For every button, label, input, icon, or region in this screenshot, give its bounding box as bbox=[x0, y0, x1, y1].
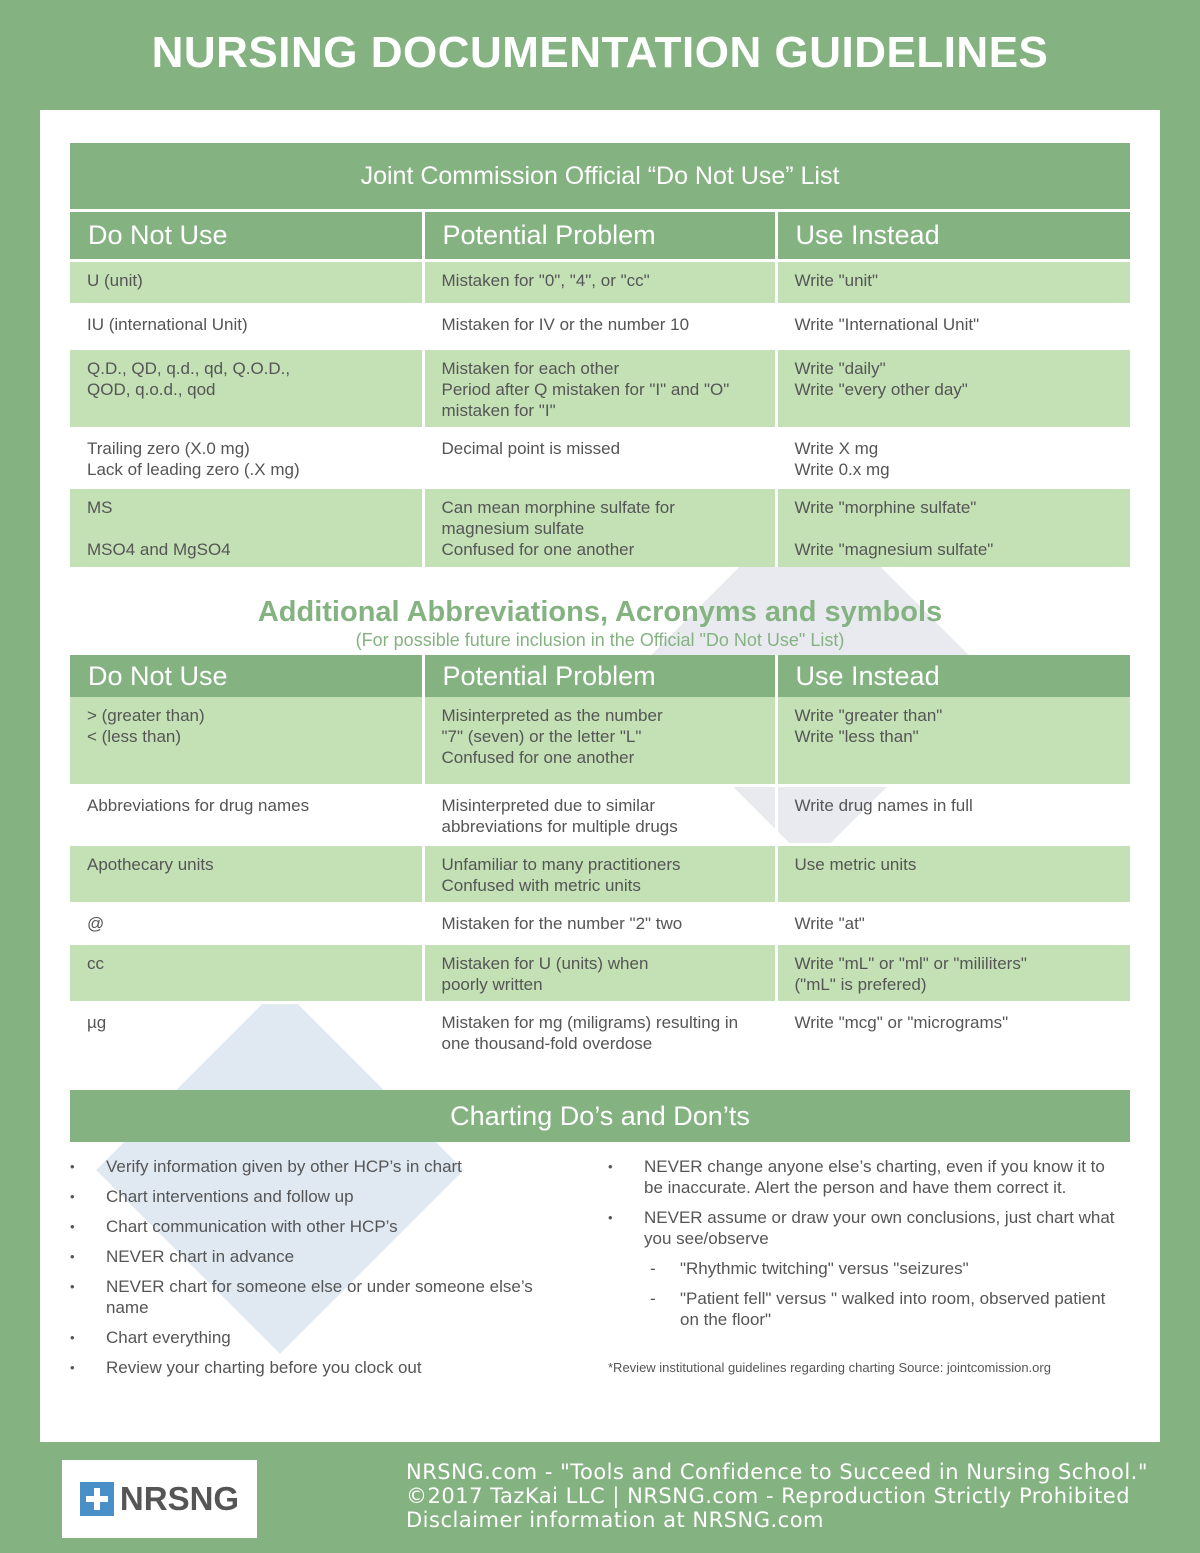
additional-title: Additional Abbreviations, Acronyms and symbols bbox=[257, 596, 943, 628]
table-cell: IU (international Unit) bbox=[70, 304, 423, 348]
example-item: - "Patient fell" versus " walked into room, observed patient on the floor" bbox=[644, 1288, 1128, 1330]
table-row bbox=[70, 348, 1130, 428]
joint-commission-table bbox=[70, 212, 1130, 567]
table-cell: Mistaken for each other Period after Q mistaken for "I" and "O" mistaken for "I" bbox=[423, 348, 776, 428]
footer-copyright: ©2017 TazKai LLC | NRSNG.com - Reproduction Strictly Prohibited bbox=[406, 1484, 1131, 1508]
table-cell: Write "mcg" or "micrograms" bbox=[776, 1002, 1130, 1060]
table-cell: Abbreviations for drug names bbox=[70, 785, 423, 844]
table-cell: Mistaken for U (units) when poorly written bbox=[423, 943, 776, 1002]
additional-table bbox=[70, 655, 1130, 1060]
table-row bbox=[70, 1002, 1130, 1060]
list-item: • Chart communication with other HCP’s bbox=[70, 1216, 540, 1237]
charting-title: Charting Do’s and Don’ts bbox=[70, 1090, 1130, 1142]
page-title: NURSING DOCUMENTATION GUIDELINES bbox=[151, 28, 1049, 77]
table-row bbox=[70, 785, 1130, 844]
column-header: Do Not Use bbox=[70, 655, 423, 697]
table-cell: Write "daily" Write "every other day" bbox=[776, 348, 1130, 428]
list-item: • Review your charting before you clock out bbox=[70, 1357, 540, 1378]
table-cell: Apothecary units bbox=[70, 844, 423, 903]
footer-disclaimer: Disclaimer information at NRSNG.com bbox=[406, 1508, 825, 1532]
charting-dos-list bbox=[70, 1156, 540, 1387]
table-cell: Misinterpreted as the number "7" (seven) or the letter "L" Confused for one another bbox=[423, 697, 776, 785]
table-cell: Write "unit" bbox=[776, 260, 1130, 304]
table-row bbox=[70, 903, 1130, 943]
table-cell: Write "morphine sulfate" Write "magnesium sulfate" bbox=[776, 487, 1130, 567]
content-panel bbox=[40, 110, 1160, 1442]
table-cell: Unfamiliar to many practitioners Confused with metric units bbox=[423, 844, 776, 903]
list-item: • Chart interventions and follow up bbox=[70, 1186, 540, 1207]
charting-donts-list bbox=[608, 1156, 1128, 1339]
example-item: - "Rhythmic twitching" versus "seizures" bbox=[644, 1258, 1128, 1279]
column-header: Do Not Use bbox=[70, 212, 423, 260]
table-row bbox=[70, 487, 1130, 567]
table-cell: MS MSO4 and MgSO4 bbox=[70, 487, 423, 567]
table-cell: Write drug names in full bbox=[776, 785, 1130, 844]
table-cell: Misinterpreted due to similar abbreviations for multiple drugs bbox=[423, 785, 776, 844]
example-list bbox=[644, 1258, 1128, 1330]
table-cell: Write "at" bbox=[776, 903, 1130, 943]
list-item: • NEVER change anyone else’s charting, even if you know it to be inaccurate. Alert the person and have them correct it. bbox=[608, 1156, 1128, 1198]
table-cell: Mistaken for the number "2" two bbox=[423, 903, 776, 943]
column-header: Potential Problem bbox=[423, 655, 776, 697]
table-cell: > (greater than) < (less than) bbox=[70, 697, 423, 785]
table-cell: Mistaken for mg (miligrams) resulting in one thousand-fold overdose bbox=[423, 1002, 776, 1060]
list-item-text: NEVER assume or draw your own conclusions, just chart what you see/observe bbox=[644, 1208, 1115, 1248]
table-row bbox=[70, 428, 1130, 487]
table-row bbox=[70, 844, 1130, 903]
footer-tagline: NRSNG.com - "Tools and Confidence to Succeed in Nursing School." bbox=[406, 1460, 1149, 1484]
table-cell: Write "mL" or "ml" or "mililiters" ("mL" is prefered) bbox=[776, 943, 1130, 1002]
column-header: Use Instead bbox=[776, 655, 1130, 697]
footer-text bbox=[406, 1460, 1196, 1532]
additional-subtitle: (For possible future inclusion in the Official "Do Not Use" List) bbox=[355, 630, 845, 650]
table-row bbox=[70, 304, 1130, 348]
table-cell: cc bbox=[70, 943, 423, 1002]
column-header: Use Instead bbox=[776, 212, 1130, 260]
table-cell: Mistaken for "0", "4", or "cc" bbox=[423, 260, 776, 304]
table-cell: Use metric units bbox=[776, 844, 1130, 903]
table-row bbox=[70, 943, 1130, 1002]
table-cell: Write "International Unit" bbox=[776, 304, 1130, 348]
plus-cross-icon bbox=[80, 1482, 114, 1516]
table-cell: Q.D., QD, q.d., qd, Q.O.D., QOD, q.o.d., qod bbox=[70, 348, 423, 428]
logo-text: NRSNG bbox=[119, 1480, 240, 1517]
list-item: • NEVER chart for someone else or under someone else’s name bbox=[70, 1276, 540, 1318]
table-cell: Write X mg Write 0.x mg bbox=[776, 428, 1130, 487]
table-cell: Can mean morphine sulfate for magnesium sulfate Confused for one another bbox=[423, 487, 776, 567]
nrsng-logo bbox=[62, 1460, 257, 1538]
list-item: • Chart everything bbox=[70, 1327, 540, 1348]
table-cell: Decimal point is missed bbox=[423, 428, 776, 487]
table-cell: @ bbox=[70, 903, 423, 943]
table-cell: U (unit) bbox=[70, 260, 423, 304]
table-row bbox=[70, 697, 1130, 785]
source-footnote: *Review institutional guidelines regarding charting Source: jointcomission.org bbox=[608, 1360, 1051, 1375]
column-header: Potential Problem bbox=[423, 212, 776, 260]
list-item: • Verify information given by other HCP’s in chart bbox=[70, 1156, 540, 1177]
table-row bbox=[70, 260, 1130, 304]
list-item: • NEVER chart in advance bbox=[70, 1246, 540, 1267]
table-cell: Mistaken for IV or the number 10 bbox=[423, 304, 776, 348]
list-item bbox=[608, 1207, 1128, 1330]
table-cell: Trailing zero (X.0 mg) Lack of leading zero (.X mg) bbox=[70, 428, 423, 487]
table-cell: Write "greater than" Write "less than" bbox=[776, 697, 1130, 785]
table-cell: µg bbox=[70, 1002, 423, 1060]
joint-commission-title: Joint Commission Official “Do Not Use” List bbox=[70, 143, 1130, 209]
